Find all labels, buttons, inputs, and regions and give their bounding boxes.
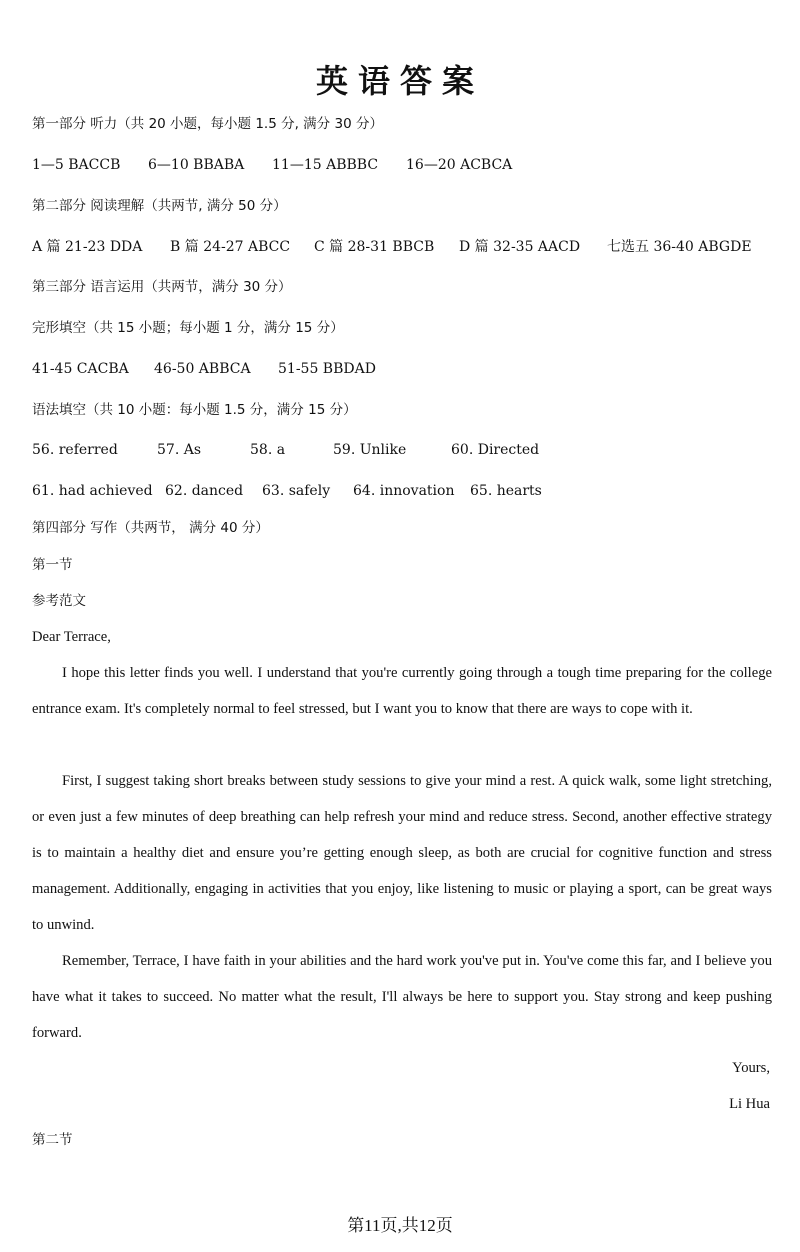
answer-item: 65. hearts <box>470 483 542 499</box>
answer-group: C 篇 28-31 BBCB <box>314 239 435 255</box>
letter-paragraph-1: I hope this letter finds you well. I understand that you're currently going through a tough time preparing for the college entrance exam. It's completely normal to feel stressed, but I want you to know that there are ways to cope with it. <box>32 665 772 717</box>
part4-heading: 第四部分 写作（共两节， 满分 40 分） <box>32 520 269 536</box>
answer-group: 51-55 BBDAD <box>278 361 376 377</box>
grammar-answers-row-2 <box>32 481 772 501</box>
cloze-answers-row <box>32 359 772 379</box>
answer-item: 60. Directed <box>451 442 540 458</box>
answer-group: 41-45 CACBA <box>32 361 129 377</box>
answer-item: 59. Unlike <box>333 442 407 458</box>
answer-group: 11—15 ABBBC <box>272 157 379 173</box>
page-footer: 第11页,共12页 <box>347 1216 453 1235</box>
answer-group: A 篇 21-23 DDA <box>32 239 143 255</box>
answer-group: B 篇 24-27 ABCC <box>170 239 291 255</box>
grammar-answers-row-1 <box>32 440 772 460</box>
part1-answers-row <box>32 155 772 175</box>
cloze-heading: 完形填空（共 15 小题；每小题 1 分，满分 15 分） <box>32 320 344 336</box>
answer-item: 62. danced <box>165 483 244 499</box>
part2-heading: 第二部分 阅读理解（共两节, 满分 50 分） <box>32 198 287 214</box>
answer-item: 56. referred <box>32 442 118 458</box>
answer-item: 58. a <box>250 442 286 458</box>
answer-item: 61. had achieved <box>32 483 153 499</box>
answer-group: 1—5 BACCB <box>32 157 121 173</box>
answer-group: D 篇 32-35 AACD <box>459 239 581 255</box>
letter-signature: Li Hua <box>729 1096 770 1112</box>
letter-salutation: Dear Terrace, <box>32 629 111 645</box>
answer-group: 46-50 ABBCA <box>154 361 251 377</box>
answer-group: 6—10 BBABA <box>148 157 245 173</box>
answer-item: 57. As <box>157 442 202 458</box>
grammar-heading: 语法填空（共 10 小题：每小题 1.5 分，满分 15 分） <box>32 402 357 418</box>
section2-label: 第二节 <box>32 1132 73 1148</box>
part2-answers-row <box>32 237 772 257</box>
sample-essay-label: 参考范文 <box>32 593 86 609</box>
answer-group: 七选五 36-40 ABGDE <box>607 239 752 255</box>
answer-item: 63. safely <box>262 483 331 499</box>
part1-heading: 第一部分 听力（共 20 小题，每小题 1.5 分, 满分 30 分） <box>32 116 383 132</box>
part3-heading: 第三部分 语言运用（共两节，满分 30 分） <box>32 279 292 295</box>
section1-label: 第一节 <box>32 557 73 573</box>
letter-paragraph-3: Remember, Terrace, I have faith in your abilities and the hard work you've put in. You've come this far, and I believe you have what it takes to succeed. No matter what the result, I'll always be here to support you. Stay strong and keep pushing forward. <box>32 953 772 1041</box>
letter-paragraph-2: First, I suggest taking short breaks between study sessions to give your mind a rest. A quick walk, some light stretching, or even just a few minutes of deep breathing can help refresh your mind and reduce stress. Second, another effective strategy is to maintain a healthy diet and ensure you’re getting enough sleep, as both are crucial for cognitive function and stress management. Additionally, engaging in activities that you enjoy, like listening to music or playing a sport, can be great ways to unwind. <box>32 773 772 933</box>
letter-closing: Yours, <box>732 1060 770 1076</box>
page-title: 英语答案 <box>315 62 484 100</box>
answer-group: 16—20 ACBCA <box>406 157 513 173</box>
answer-item: 64. innovation <box>353 483 455 499</box>
